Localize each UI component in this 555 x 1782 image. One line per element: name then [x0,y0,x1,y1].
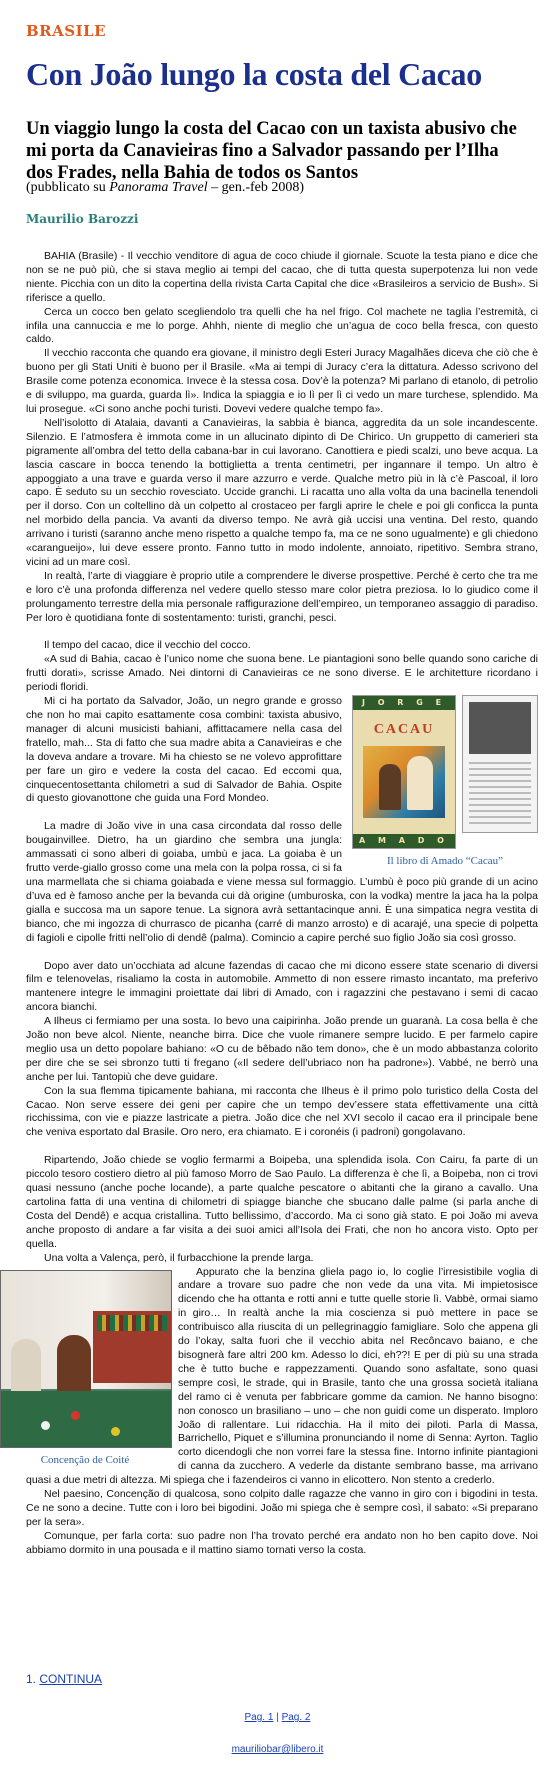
section-label: BRASILE [26,22,107,40]
book-back-cover-image [462,695,538,833]
book-band-top: J O R G E [353,696,455,710]
author-byline: Maurilio Barozzi [26,212,139,226]
article-body [26,250,538,1558]
email-link[interactable]: mauriliobar@libero.it [231,1744,324,1755]
article-subtitle: Un viaggio lungo la costa del Cacao con un taxista abusivo che mi porta da Canavieiras fino a Salvador passando per l’Ilha dos Frades, nella Bahia de todos os Santos [26,119,517,183]
paragraph: Dopo aver dato un’occhiata ad alcune fazendas di cacao che mi dicono essere state scenario di diversi film e telenovelas, risaliamo la costa in automobile. Ammetto di non essere rimasto incantato, ma preferivo mantenere integre le immagini proiettate dai libri di Amado, con i ragazzini che pestavano i semi di cacao ancora bianchi. [26,959,538,1014]
paragraph: Con la sua flemma tipicamente bahiana, mi racconta che Ilheus è il primo polo turistico della Costa del Cacao. Non serve essere dei geni per capire che un tempo dev’essere stata effettivamente una città ricchissima, con vie e piazze lastricate a pietra. João dice che nel XVI secolo il cacao era il principale bene che veniva esportato dal Brasile. Oro nero, era chiamato. E i coronéis (i padroni) gongolavano. [26,1084,538,1139]
book-images [352,695,538,851]
continue-number: 1. [26,1672,37,1686]
book-cover-title: CACAU [373,722,435,738]
book-cover-art [363,746,445,818]
paragraph: La madre di João vive in una casa circondata dal rosso delle bougainvillee. Dietro, ha un giardino che sembra una jungla: ammassati ci sono alberi di goiaba, umbù e jaca. La goiaba è un frutto verde-giallo grosso come una mela con la polpa rossa, ci si fa una marmellata che si chiama goiabada e viene messa sul formaggio. L’umbù è poco più grande di un acino d’uva ed è famoso anche per la bevanda cui dà origine (umburoska, con la vodka) mentre la jaca ha la polpa gialla e succosa ma un sapore tenue. La signora avrà settantacinque anni. È una simpatica negra vestita di bianco, che mi ingozza di churrasco de picanha (carré di manzo arrosto) e di acarajé, una specie di polpetta di fagioli e cipolle fritti nell’olio di dendê (palma). Comincio a capire perché suo figlio João sia così grosso. [26,820,538,944]
photo-caption: Concenção de Coité [40,1453,130,1466]
pub-magazine: Panorama Travel [109,180,208,195]
book-figure [352,695,538,867]
paragraph: BAHIA (Brasile) - Il vecchio venditore di agua de coco chiude il giornale. Scuote la testa piano e dice che non se ne può più, che si stava meglio ai tempi del cacao, che di tutta questa superpotenza lui non vede niente. Picchia con un dito la copertina della rivista Carta Capital che dice «Brasileiros a servicio de Bush». Si riferisce a quello. [26,250,538,304]
paragraph: Il vecchio racconta che quando era giovane, il ministro degli Esteri Juracy Magalhães diceva che ciò che è buono per gli Stati Uniti è buono per il Brasile. «Ma ai tempi di Juracy c’era la dittatura. Adesso scrivono del Brasile come potenza economica. Invece è la stessa cosa. Dov’è la potenza? Mi parlano di etanolo, di petrolio e di sviluppo, ma guarda, guarda lì». Indica la spiaggia e io lì per lì ci vedo un mare turchese, splendido. Ma lui prosegue. «Ci sono anche pochi turisti. Dovevi vedere qualche tempo fa». [26,347,538,415]
photo-figure [0,1270,170,1466]
paragraph: «A sud di Bahia, cacao è l’unico nome che suona bene. Le piantagioni sono belle quando sono cariche di frutti dorati», scrisse Amado. Nei dintorni di Canavieiras ce ne sono diverse. E le architetture ricordano i periodi floridi. [26,653,538,694]
paragraph: Il tempo del cacao, dice il vecchio del cocco. [44,639,251,652]
page-separator: | [273,1712,282,1723]
paragraph: Comunque, per farla corta: suo padre non l’ha trovato perché era andato non ho ben capito dove. Noi abbiamo dormito in una pousada e il mattino siamo tornati verso la costa. [26,1529,538,1556]
page-2-link[interactable]: Pag. 2 [281,1712,311,1723]
paragraph: Nel paesino, Concenção di qualcosa, sono colpito dalle ragazze che vanno in giro con i bigodini in testa. Ce ne sono a decine. Tutte con i loro bei bigodini. João mi spiega che è sempre così, il sabato: «Si preparano per la sera». [26,1488,538,1528]
continue-link[interactable] [26,1672,102,1686]
paragraph: Mi ci ha portato da Salvador, João, un negro grande e grosso che non ho mai capito esattamente cosa combini: taxista abusivo, manager di alcuni musicisti bahiani, affittacamere nella casa del fratello, mah... Sta di fatto che sua madre abita a Canavieiras e che la doveva andare a trovare. Mi ha chiesto se ne volevo approfittare per fare un giro e vedere la costa del cacao. Ed eccomi qua, cinquecentosettanta chilometri a sud di Salvador de Bahia. Ospite di questo giovanottone che guida una Ford Mondeo. [26,695,342,805]
book-caption: Il libro di Amado “Cacau” [386,855,504,868]
paragraph: Una volta a Valença, però, il furbacchione la prende larga. [44,1251,314,1264]
publication-note [26,180,304,196]
paragraph: Ripartendo, João chiede se voglio fermarmi a Boipeba, una splendida isola. Con Cairu, fa parte di un piccolo tesoro costiero dietro al più famoso Morro de Sao Paulo. La differenza è che lì, a Boipeba, non ci trovi quasi nessuno (anche poche locande), a parte qualche pescatore o abitanti che la girano a cavallo. Una cartolina fatta di una ventina di chilometri di spiagge bianche che sbucano dalle palme (si parla anche di Costa del Dendê) e acqua cristallina. Tutto bellissimo, d’accordo. Ma ci sono già stato. E poi João mi aveva anche proposto di andare a far visita a dei suoi amici all’Isola dei Frati, che non ho ancora visto. Opto per quella. [26,1154,538,1250]
article-title: Con João lungo la costa del Cacao [26,56,482,92]
pub-prefix: (pubblicato su [26,180,110,195]
continue-label[interactable]: CONTINUA [39,1672,103,1686]
pagination [0,1712,555,1723]
paragraph: Nell’isolotto di Atalaia, davanti a Canavieiras, la sabbia è bianca, aggredita da un sole incandescente. Silenzio. E l’atmosfera è immota come in un allucinato dipinto di De Chirico. Un gruppetto di camerieri sta pigramente all’ombra del tetto della cabana-bar in cui lavorano. Canottiera e piedi scalzi, uno beve acqua. La lascia cascare in bocca tenendo la bottiglietta a trenta centimetri, per ingannare il tempo. Un altro è appoggiato a una trave e guarda verso il mare azzurro e verde. Qualche metro più in là c’è Pascoal, il loro capo. È seduto su un secchio rovesciato. Uccide granchi. Li racatta uno alla volta da una bacinella tenendoli per il dorso. Con un coltellino dà un colpetto al crostaceo per fargli aprire le chele e poi gli conficca la punta nel morbido della pancia. Va avanti da diverso tempo. Ne avrà già uccisi una ventina. Del resto, quando arrivano i turisti (saranno anche meno rispetto a qualche tempo fa, ma ce ne sono ugualmente) e gli chiedono «carangueijo», lui deve essere pronto. Fanno tutto in modo indolente, annoiato, ripetitivo. Sembra strano, vicini ad un mare così. [26,416,538,568]
paragraph: Cerca un cocco ben gelato scegliendolo tra quelli che ha nel frigo. Col machete ne taglia l’estremità, ci infila una cannuccia e me lo porge. Ahhh, niente di meglio che un’agua de coco bella fresca, con questo caldo. [26,305,538,346]
pool-bar-photo [0,1270,172,1448]
paragraph: A Ilheus ci fermiamo per una sosta. Io bevo una caipirinha. João prende un guaranà. La cosa bella è che João non beve alcol. Niente, neanche birra. Dice che vuole rimanere sempre lucido. E per farmelo capire meglio usa un detto popolare bahiano: «O cu de bêbado não tem dono», che è un modo abbastanza colorito per dire che se sei sbronzo tutti ti fregano («Il sedere dell’ubriaco non ha padrone»). Vabbé, ne berrò una anche per lui. Tantopiù che deve guidare. [26,1015,538,1083]
page-1-link[interactable]: Pag. 1 [244,1712,274,1723]
book-band-bottom: A M A D O [353,834,455,848]
book-cover-image [352,695,456,849]
paragraph: Appurato che la benzina gliela pago io, lo coglie l’irresistibile voglia di andare a trovare suo padre che non vede da una vita. Mi impietosisce dicendo che ha ottanta e rotti anni e tutte quelle storie lì. Vabbè, ormai siamo in giro… In realtà anche la mia coscienza si può mettere in pace se contribuisco alla riuscita di un pellegrinaggio famigliare. Solo che appena gli do l’okay, salta fuori che il vecchio abita nel Recôncavo baiano, e che bisognerà fare altri 200 km. Adesso lo dici, eh??! E per di più su una strada che è tutto buche e rappezzamenti. Quando sono asfaltate, sono quasi sempre così, le strade, qui in Brasile, tanto che una grossa società italiana del ramo ci è venuta per fabbricare gomme da camion. Ne hanno bisogno: non conosco un brasiliano – uno – che non guidi come un disperato. Imploro João di rallentare. Lui ridacchia. Ha il mito dei piloti. Parla di Massa, Barrichello, Piquet e s’illumina pronunciando il nome di Senna: Ayrton. Taglio corto dicendogli che non vorrei fare la stessa fine. Intorno infinite piantagioni di canna da zucchero. A vederle da distante sembrano basse, ma arrivano quasi a due metri di altezza. Mi spiega che i fazendeiros ci vanno in elicottero. Non stento a crederlo. [26,1265,538,1487]
paragraph: In realtà, l’arte di viaggiare è proprio utile a comprendere le diverse prospettive. Perché è certo che tra me e loro c’è una profonda differenza nel vedere quello stesso mare color pietra preziosa. Io lo giudico come il prolungamento terrestre della mia personale raffigurazione dell’empireo, un temporaneo assaggio di paradiso. Per loro è quotidiana fonte di sostentamento: turisti, granchi, pesci. [26,569,538,624]
pub-suffix: – gen.-feb 2008) [207,180,305,195]
